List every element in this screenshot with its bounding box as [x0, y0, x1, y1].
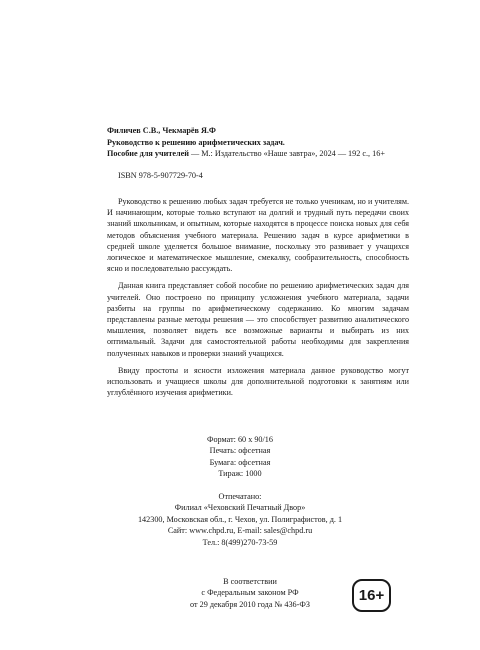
annotation-paragraph: Данная книга представляет собой пособие по решению арифметических задач для учителей. Оно построено по принципу усложнения учебного материала, задачи разбиты на группы по арифметическому содержанию. Ко многим задачам представлены разные методы решения — это способствует развитию аналитического мышления, позволяет видеть все возможные варианты и выбирать из них оптимальный. Задачи для самостоятельной работы необходимы для закрепления полученных навыков и проверки знаний учащихся. — [107, 281, 409, 358]
print-spec: Печать: офсетная — [209, 446, 271, 456]
annotation-paragraph: Ввиду простоты и ясности изложения материала данное руководство могут использовать и учащиеся школы для дополнительной подготовки к занятиям или углублённого изучения арифметики. — [107, 365, 409, 398]
book-subtitle: Пособие для учителей — [107, 149, 189, 159]
law-notice — [165, 576, 335, 610]
bibliographic-record — [107, 125, 407, 160]
law-line: с Федеральным законом РФ — [201, 588, 299, 598]
printer-heading: Отпечатано: — [218, 492, 262, 501]
annotation — [107, 196, 409, 404]
paper-spec: Бумага: офсетная — [209, 457, 271, 467]
printer-address: 142300, Московская обл., г. Чехов, ул. Полиграфистов, д. 1 — [137, 514, 343, 524]
publication-line — [107, 148, 407, 160]
law-line: от 29 декабря 2010 года № 436-ФЗ — [190, 599, 310, 609]
technical-specs — [0, 434, 480, 480]
format-spec: Формат: 60 х 90/16 — [206, 435, 273, 444]
authors: Филичев С.В., Чекмарёв Я.Ф — [107, 126, 216, 135]
age-rating-badge: 16+ — [352, 579, 391, 612]
printer-info — [0, 491, 480, 548]
annotation-paragraph: Руководство к решению любых задач требуется не только ученикам, но и учителям. И начинающим, которые только вступают на долгий и трудный путь передачи своих знаний школьникам, и опытным, которые находятся в процессе поиска новых для себя методов объяснения учебного материала. Решению задач в курсе арифметики в средней школе уделяется большое внимание, поскольку это развивает у учащихся логическое и математическое мышление, смекалку, сообразительность, способность ясно и последовательно рассуждать. — [107, 197, 409, 274]
law-line: В соответствии — [223, 577, 277, 586]
printer-name: Филиал «Чеховский Печатный Двор» — [174, 503, 306, 513]
printer-contacts: Сайт: www.chpd.ru, E-mail: sales@chpd.ru — [167, 526, 313, 536]
book-title: Руководство к решению арифметических задач. — [107, 137, 285, 147]
isbn: ISBN 978-5-907729-70-4 — [118, 171, 203, 180]
imprint-details: — М.: Издательство «Наше завтра», 2024 — 192 с., 16+ — [188, 149, 385, 159]
printer-phone: Тел.: 8(499)270-73-59 — [202, 537, 278, 547]
print-run: Тираж: 1000 — [218, 469, 262, 479]
